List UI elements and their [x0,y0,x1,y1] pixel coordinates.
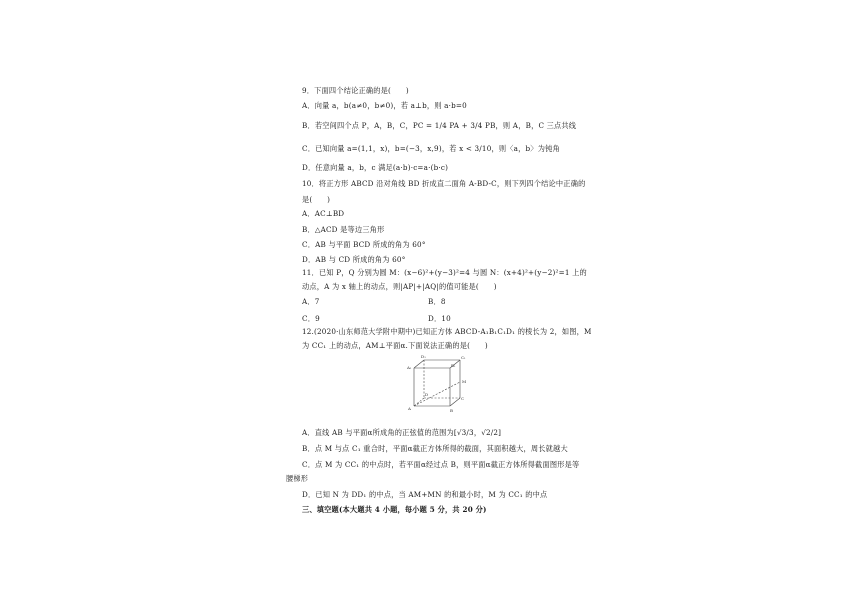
label-b1: B₁ [451,363,456,368]
q10-option-b: B．△ACD 是等边三角形 [302,225,385,234]
label-m: M [462,379,467,384]
q11-option-d: D．10 [428,314,451,323]
q11-stem-line2: 动点，A 为 x 轴上的动点，则|AP|+|AQ|的值可能是( ) [302,282,497,291]
label-d: D [425,392,429,397]
q10-stem-line1: 10．将正方形 ABCD 沿对角线 BD 折成直二面角 A-BD-C，则下列四个结论中正确的 [302,179,586,188]
label-c1: C₁ [461,355,466,360]
q12-option-a: A．直线 AB 与平面α所成角的正弦值的范围为[√3/3，√2/2] [302,428,502,437]
q9-stem: 9．下面四个结论正确的是( ) [302,86,409,95]
q11-stem-line1: 11．已知 P，Q 分别为圆 M：(x−6)²+(y−3)²=4 与圆 N：(x+4)²+(y−2)²=1 上的 [302,268,587,277]
label-c: C [461,396,465,401]
q9-option-d: D．任意向量 a，b，c 满足(a·b)·c=a·(b·c) [302,163,449,172]
q10-stem-line2: 是( ) [302,195,331,204]
q9-option-b: B．若空间四个点 P，A，B，C，PC = 1/4 PA + 3/4 PB，则 A，B，C 三点共线 [302,121,577,130]
label-d1: D₁ [421,354,426,359]
q10-option-d: D．AB 与 CD 所成的角为 60° [302,255,406,264]
q12-stem-line2: 为 CC₁ 上的动点，AM⊥平面α.下面说法正确的是( ) [302,341,488,350]
q12-option-b: B．点 M 与点 C₁ 重合时，平面α截正方体所得的截面，其面积越大，周长就越大 [302,444,568,453]
q11-option-b: B．8 [428,297,446,306]
section-3-heading: 三、填空题(本大题共 4 小题，每小题 5 分，共 20 分) [302,505,487,514]
label-a1: A₁ [407,365,412,370]
label-a: A [408,406,411,411]
q12-option-c-line1: C．点 M 为 CC₁ 的中点时，若平面α经过点 B，则平面α截正方体所得截面图形是等 [302,460,580,469]
q11-option-c: C．9 [302,314,320,323]
q11-option-a: A．7 [302,297,320,306]
q12-option-c-line2: 腰梯形 [286,474,309,483]
label-b: B [450,408,453,413]
q9-option-a: A．向量 a，b(a≠0，b≠0)，若 a⊥b，则 a·b=0 [302,101,467,110]
q10-option-a: A．AC⊥BD [302,209,345,218]
q12-stem-line1: 12.(2020·山东师范大学附中期中)已知正方体 ABCD-A₁B₁C₁D₁ 的棱长为 2，如图，M [302,327,592,336]
cube-figure [404,352,470,414]
q10-option-c: C．AB 与平面 BCD 所成的角为 60° [302,240,426,249]
q9-option-c: C．已知向量 a=(1,1，x)，b=(−3，x,9)，若 x < 3/10，则〈a，b〉为钝角 [302,144,560,153]
q12-option-d: D．已知 N 为 DD₁ 的中点，当 AM+MN 的和最小时，M 为 CC₁ 的中点 [302,490,548,499]
